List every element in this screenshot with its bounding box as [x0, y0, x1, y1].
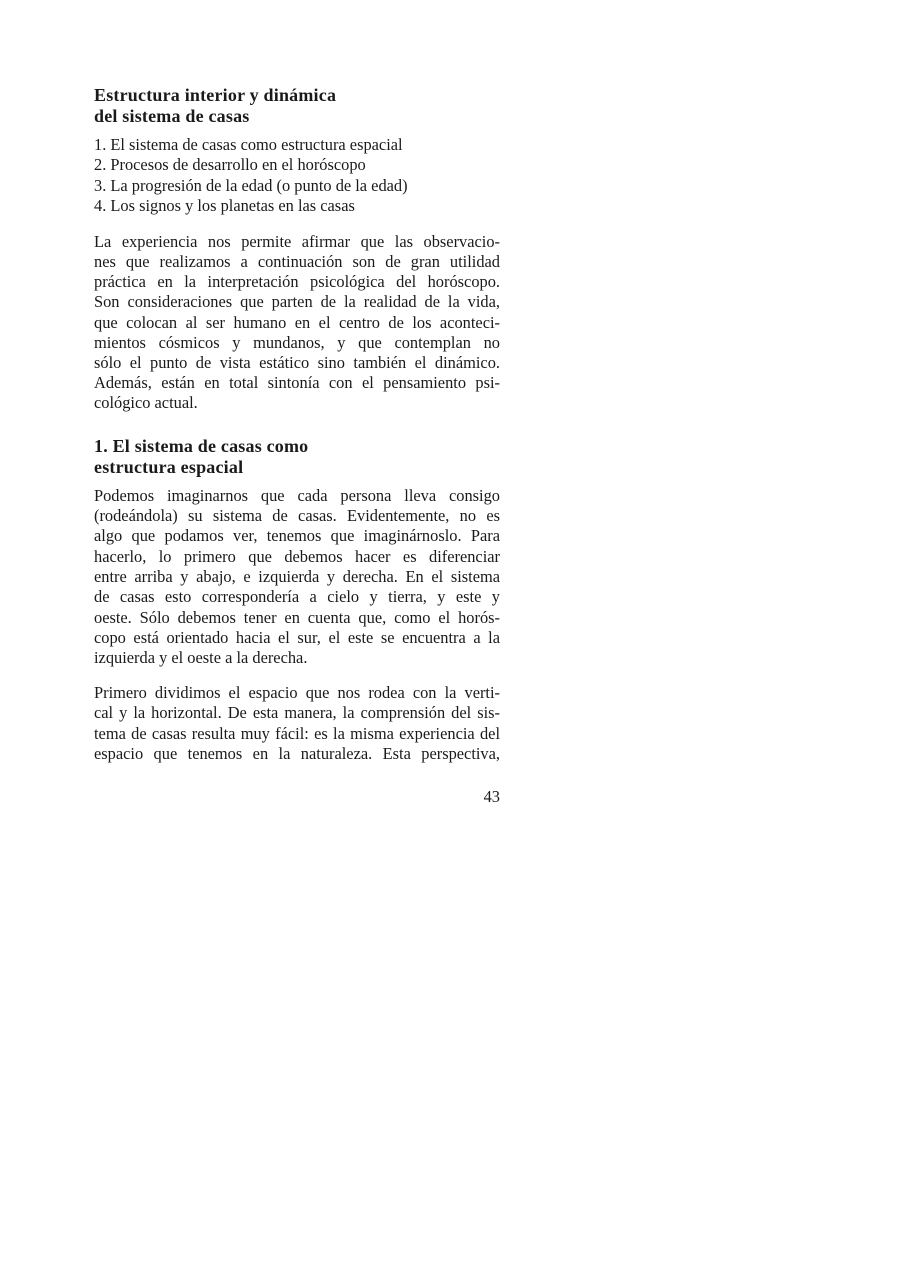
s1p1-line-3: algo que podamos ver, tenemos que imaginárnoslo. Para — [94, 526, 500, 545]
s1p1-line-4: hacerlo, lo primero que debemos hacer es diferenciar — [94, 547, 500, 566]
main-heading-line-1: Estructura interior y dinámica — [94, 85, 337, 105]
s1p2-line-2: cal y la horizontal. De esta manera, la comprensión del sis- — [94, 703, 500, 722]
toc-item-1: 1. El sistema de casas como estructura espacial — [94, 135, 403, 154]
intro-line-3: práctica en la interpretación psicológica del horóscopo. — [94, 272, 500, 291]
s1p1-line-2: (rodeándola) su sistema de casas. Evidentemente, no es — [94, 506, 500, 525]
intro-line-2: nes que realizamos a continuación son de gran utilidad — [94, 252, 500, 271]
page-number: 43 — [483, 787, 500, 806]
s1p1-line-8: copo está orientado hacia el sur, el este se encuentra a la — [94, 628, 500, 647]
toc-item-3: 3. La progresión de la edad (o punto de la edad) — [94, 176, 408, 195]
toc-item-2: 2. Procesos de desarrollo en el horóscopo — [94, 155, 366, 174]
section1-heading-line-1: 1. El sistema de casas como — [94, 436, 309, 456]
s1p1-line-9: izquierda y el oeste a la derecha. — [94, 648, 308, 667]
s1p1-line-5: entre arriba y abajo, e izquierda y derecha. En el sistema — [94, 567, 500, 586]
s1p2-line-1: Primero dividimos el espacio que nos rodea con la verti- — [94, 683, 500, 702]
toc-item-4: 4. Los signos y los planetas en las casas — [94, 196, 355, 215]
s1p1-line-1: Podemos imaginarnos que cada persona lleva consigo — [94, 486, 500, 505]
intro-line-5: que colocan al ser humano en el centro de los aconteci- — [94, 313, 500, 332]
s1p2-line-4: espacio que tenemos en la naturaleza. Esta perspectiva, — [94, 744, 500, 763]
main-heading-line-2: del sistema de casas — [94, 106, 250, 126]
intro-line-4: Son consideraciones que parten de la realidad de la vida, — [94, 292, 500, 311]
s1p1-line-6: de casas esto correspondería a cielo y tierra, y este y — [94, 587, 500, 606]
intro-line-9: cológico actual. — [94, 393, 198, 412]
s1p2-line-3: tema de casas resulta muy fácil: es la misma experiencia del — [94, 724, 500, 743]
intro-line-7: sólo el punto de vista estático sino también el dinámico. — [94, 353, 500, 372]
intro-line-8: Además, están en total sintonía con el pensamiento psi- — [94, 373, 500, 392]
intro-line-6: mientos cósmicos y mundanos, y que contemplan no — [94, 333, 500, 352]
s1p1-line-7: oeste. Sólo debemos tener en cuenta que, como el horós- — [94, 608, 500, 627]
intro-line-1: La experiencia nos permite afirmar que las observacio- — [94, 232, 500, 251]
section1-heading-line-2: estructura espacial — [94, 457, 244, 477]
